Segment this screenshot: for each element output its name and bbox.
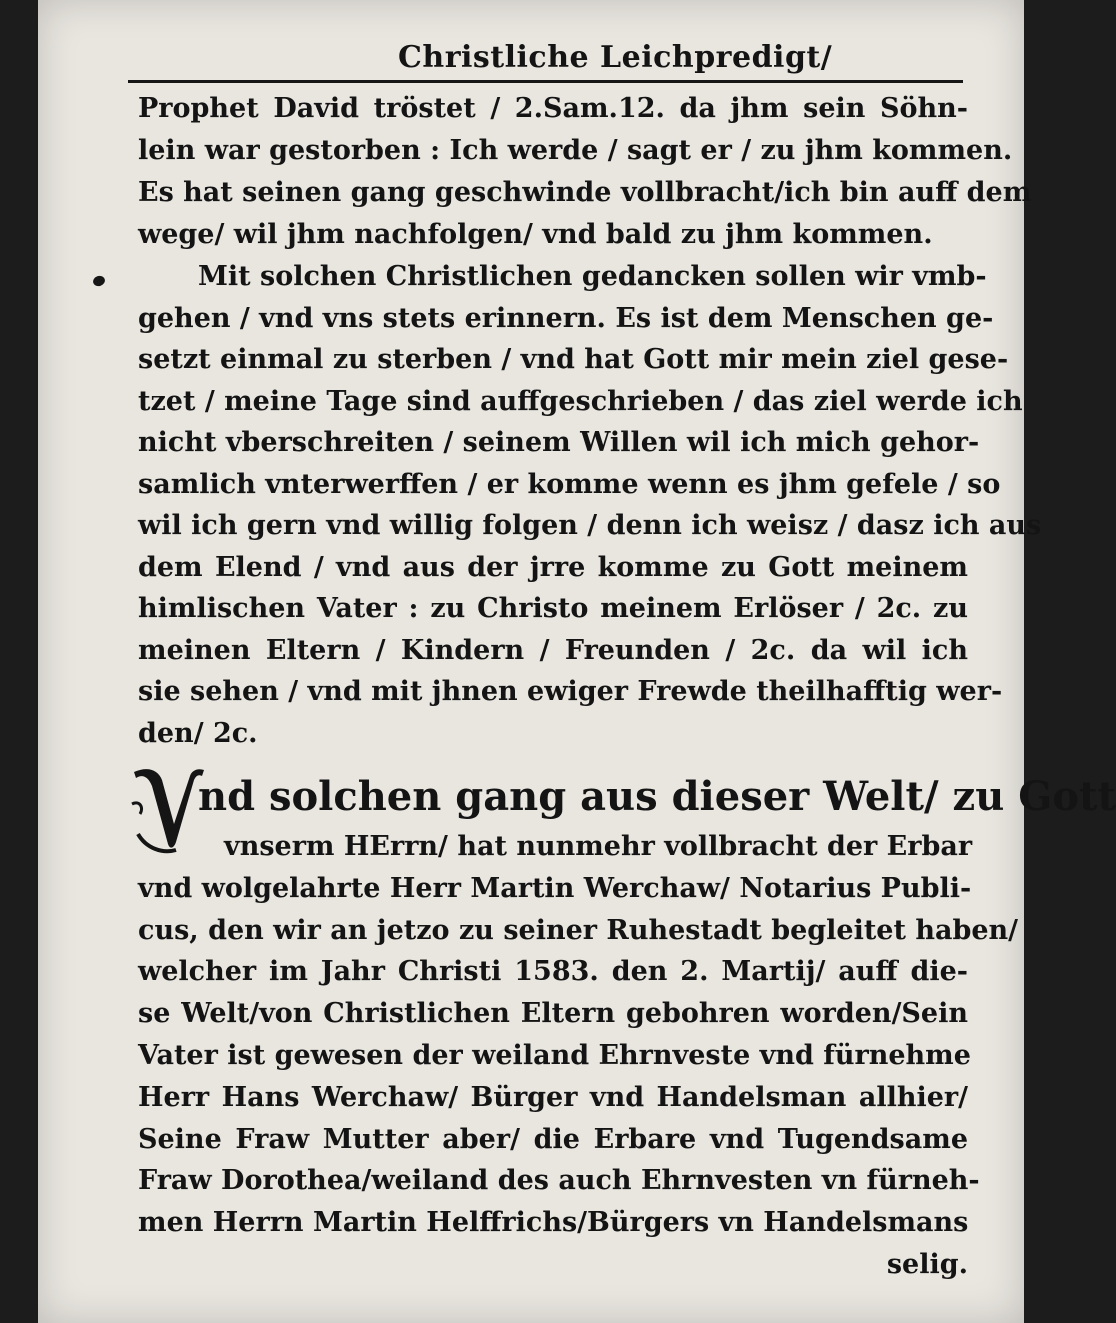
text-line: Vater ist gewesen der weiland Ehrnveste vnd fürnehme (138, 1039, 971, 1071)
paragraph-christian-thoughts (138, 256, 1042, 754)
text-line: tzet / meine Tage sind auffgeschrieben / das ziel werde ich (138, 385, 1023, 417)
text-line: Es hat seinen gang geschwinde vollbracht/ich bin auff dem (138, 177, 1032, 208)
text-line: himlischen Vater : zu Christo meinem Erlöser / 2c. zu (138, 593, 968, 624)
paragraph-headline: nd solchen gang aus dieser Welt/ zu Gott (198, 773, 1116, 820)
text-line: Herr Hans Werchaw/ Bürger vnd Handelsman allhier/ (138, 1081, 968, 1113)
running-head (128, 40, 963, 83)
text-line: vnserm HErrn/ hat nunmehr vollbracht der Erbar (224, 831, 973, 862)
text-line: se Welt/von Christlichen Eltern gebohren worden/Sein (138, 998, 968, 1030)
text-line: Fraw Dorothea/weiland des auch Ehrnvesten vn fürneh- (138, 1165, 980, 1197)
text-line: samlich vnterwerffen / er komme wenn es jhm gefele / so (138, 468, 1001, 500)
text-line: Seine Fraw Mutter aber/ die Erbare vnd Tugendsame (138, 1123, 968, 1155)
text-line: Mit solchen Christlichen gedancken sollen wir vmb- (198, 261, 987, 292)
text-line: setzt einmal zu sterben / vnd hat Gott mir mein ziel gese- (138, 344, 1009, 375)
book-page (38, 0, 1116, 1323)
paragraph-biography (138, 768, 1116, 1286)
text-line: sie sehen / vnd mit jhnen ewiger Frewde theilhafftig wer- (138, 676, 1003, 707)
paragraph-body (138, 826, 1019, 1286)
text-line: welcher im Jahr Christi 1583. den 2. Martij/ auff die- (138, 956, 968, 988)
text-line: cus, den wir an jetzo zu seiner Ruhestadt begleitet haben/ (138, 914, 1019, 946)
text-line: men Herrn Martin Helffrichs/Bürgers vn Handelsmans (138, 1207, 969, 1239)
text-line: selig. (886, 1248, 968, 1280)
text-line: Prophet David tröstet / 2.Sam.12. da jhm sein Söhn- (138, 93, 968, 124)
text-line: dem Elend / vnd aus der jrre komme zu Gott meinem (138, 551, 968, 583)
text-line: wil ich gern vnd willig folgen / denn ich weisz / dasz ich aus (138, 510, 1042, 541)
paragraph-continuation (138, 88, 1032, 256)
text-line: wege/ wil jhm nachfolgen/ vnd bald zu jhm kommen. (138, 219, 933, 250)
text-line: meinen Eltern / Kindern / Freunden / 2c. da wil ich (138, 634, 968, 666)
text-line: den/ 2c. (138, 717, 258, 749)
text-line: nicht vberschreiten / seinem Willen wil ich mich gehor- (138, 427, 980, 458)
text-line: gehen / vnd vns stets erinnern. Es ist dem Menschen ge- (138, 302, 994, 334)
decorated-initial-v (128, 764, 208, 856)
margin-ink-mark (92, 274, 107, 288)
running-title: Christliche Leichpredigt/ (398, 40, 833, 75)
text-line: vnd wolgelahrte Herr Martin Werchaw/ Notarius Publi- (138, 872, 972, 904)
text-line: lein war gestorben : Ich werde / sagt er / zu jhm kommen. (138, 135, 1013, 166)
